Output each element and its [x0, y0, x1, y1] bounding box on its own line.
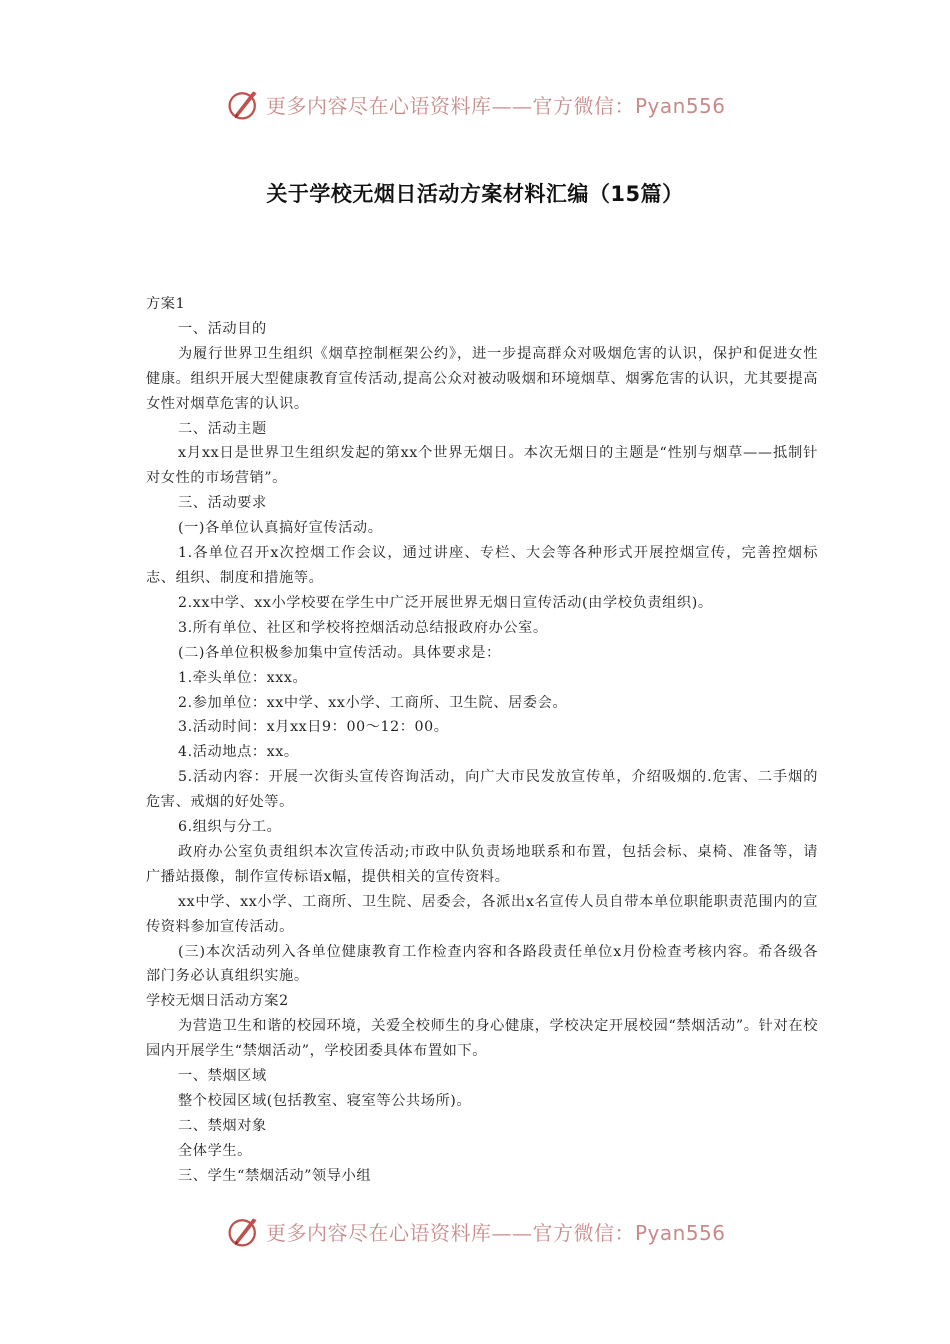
paragraph: 一、活动目的	[178, 320, 267, 337]
paragraph: (二)各单位积极参加集中宣传活动。具体要求是：	[178, 644, 501, 661]
paragraph: (三)本次活动列入各单位健康教育工作检查内容和各路段责任单位x月份检查考核内容。希各级各部门务必认真组织实施。	[146, 943, 818, 985]
paragraph: 三、学生“禁烟活动”领导小组	[178, 1167, 372, 1184]
paragraph: 为营造卫生和谐的校园环境，关爱全校师生的身心健康，学校决定开展校园“禁烟活动”。针对在校园内开展学生“禁烟活动”，学校团委具体布置如下。	[146, 1018, 818, 1060]
paragraph: (一)各单位认真搞好宣传活动。	[178, 520, 383, 537]
banner-wechat-label: 官方微信：	[532, 93, 635, 118]
quill-logo-icon	[226, 1213, 262, 1249]
paragraph: 整个校园区域(包括教室、寝室等公共场所)。	[178, 1093, 472, 1109]
paragraph: 全体学生。	[178, 1142, 252, 1159]
banner-separator: ——	[491, 1220, 533, 1245]
banner-main-text: 更多内容尽在心语资料库	[266, 93, 492, 118]
banner-wechat-label: 官方微信：	[532, 1220, 635, 1245]
top-banner	[226, 84, 726, 124]
paragraph: 2.参加单位：xx中学、xx小学、工商所、卫生院、居委会。	[178, 694, 568, 711]
paragraph: 4.活动地点：xx。	[178, 744, 299, 761]
banner-wechat-id: Pyan556	[635, 93, 726, 118]
paragraph: 1.牵头单位：xxx。	[178, 669, 308, 686]
document-body	[146, 292, 818, 1189]
banner-text	[266, 90, 726, 119]
banner-separator: ——	[491, 93, 533, 118]
bottom-banner	[226, 1211, 726, 1251]
paragraph: 为履行世界卫生组织《烟草控制框架公约》，进一步提高群众对吸烟危害的认识，保护和促进女性健康。组织开展大型健康教育宣传活动,提高公众对被动吸烟和环境烟草、烟雾危害的认识，尤其要提高女性对烟草危害的认识。	[146, 345, 818, 412]
paragraph: 3.活动时间：x月xx日9：00～12：00。	[178, 719, 449, 736]
paragraph: 3.所有单位、社区和学校将控烟活动总结报政府办公室。	[178, 619, 548, 636]
paragraph: 二、活动主题	[178, 420, 267, 437]
paragraph: 政府办公室负责组织本次宣传活动;市政中队负责场地联系和布置，包括会标、桌椅、准备等，请广播站摄像，制作宣传标语x幅，提供相关的宣传资料。	[146, 843, 818, 885]
paragraph: 5.活动内容：开展一次街头宣传咨询活动，向广大市民发放宣传单，介绍吸烟的.危害、二手烟的危害、戒烟的好处等。	[146, 769, 818, 811]
paragraph: 6.组织与分工。	[178, 819, 282, 836]
paragraph: x月xx日是世界卫生组织发起的第xx个世界无烟日。本次无烟日的主题是“性别与烟草——抵制针对女性的市场营销”。	[146, 445, 818, 487]
paragraph: 二、禁烟对象	[178, 1117, 267, 1134]
section-heading: 学校无烟日活动方案2	[146, 993, 289, 1010]
paragraph: 2.xx中学、xx小学校要在学生中广泛开展世界无烟日宣传活动(由学校负责组织)。	[178, 594, 713, 611]
document-title: 关于学校无烟日活动方案材料汇编（15篇）	[266, 182, 684, 206]
banner-wechat-id: Pyan556	[635, 1220, 726, 1245]
paragraph: xx中学、xx小学、工商所、卫生院、居委会，各派出x名宣传人员自带本单位职能职责范围内的宣传资料参加宣传活动。	[146, 893, 818, 935]
banner-main-text: 更多内容尽在心语资料库	[266, 1220, 492, 1245]
banner-text	[266, 1217, 726, 1246]
section-heading: 方案1	[146, 296, 186, 312]
quill-logo-icon	[226, 86, 262, 122]
paragraph: 一、禁烟区域	[178, 1068, 267, 1085]
paragraph: 1.各单位召开x次控烟工作会议，通过讲座、专栏、大会等各种形式开展控烟宣传，完善控烟标志、组织、制度和措施等。	[146, 545, 818, 586]
paragraph: 三、活动要求	[178, 495, 267, 512]
